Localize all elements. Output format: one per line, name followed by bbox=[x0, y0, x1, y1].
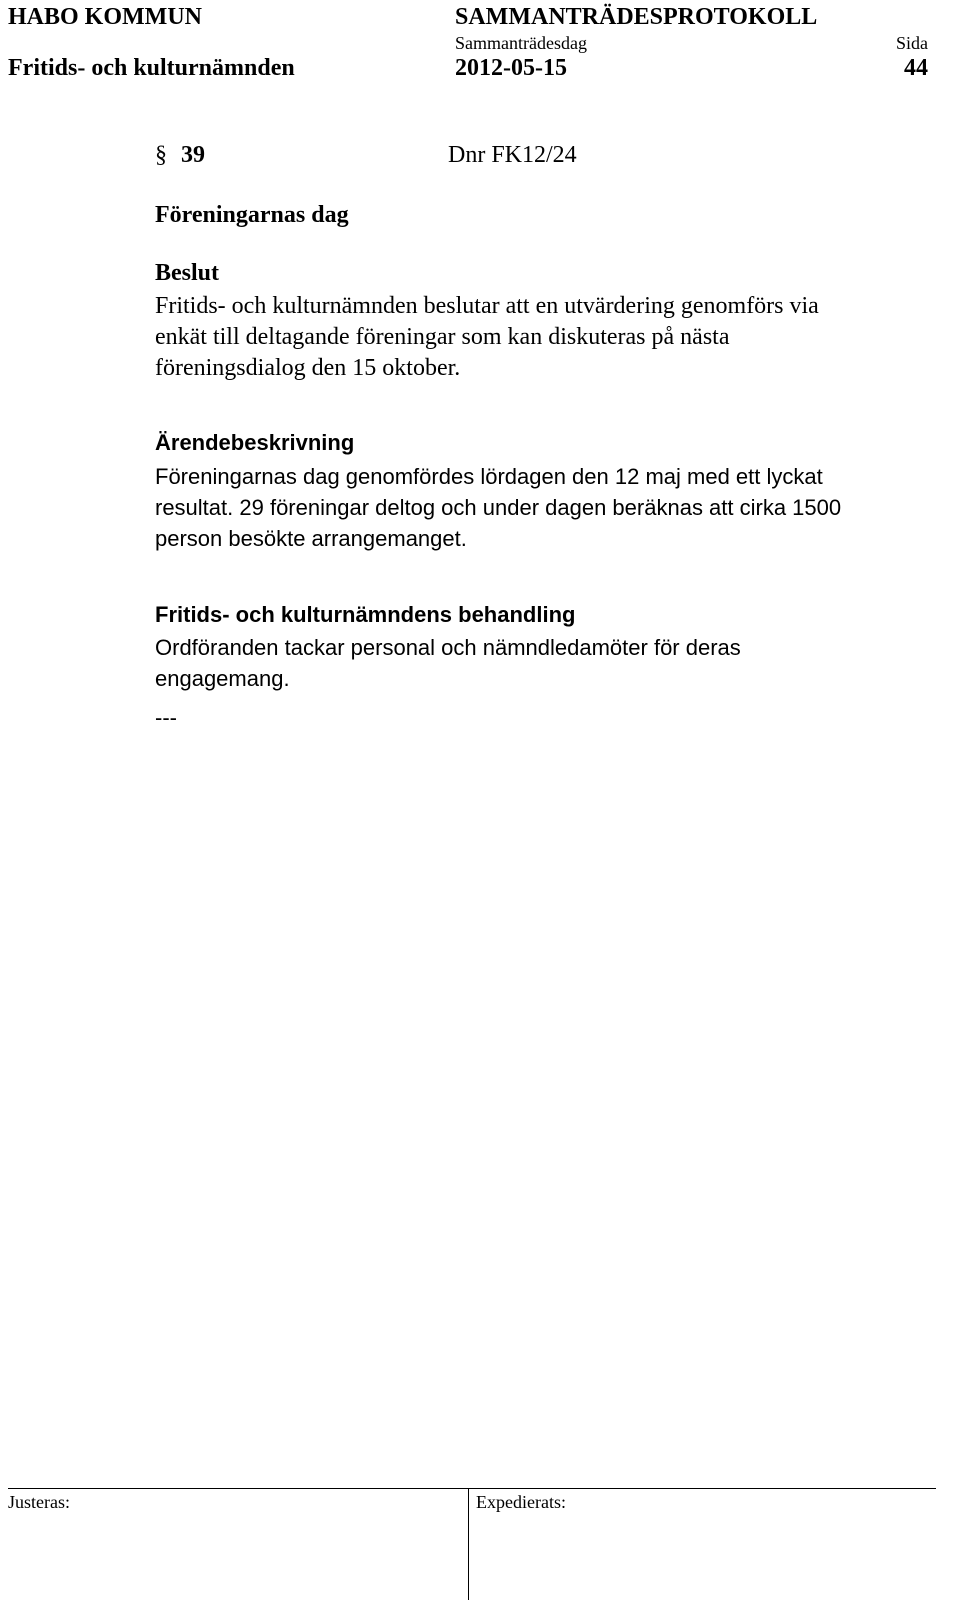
footer-column-divider bbox=[468, 1488, 469, 1600]
meeting-date: 2012-05-15 bbox=[455, 55, 567, 81]
decision-text bbox=[155, 291, 819, 384]
page-number: 44 bbox=[904, 55, 928, 81]
section-number: 39 bbox=[181, 142, 205, 168]
meeting-date-label: Sammanträdesdag bbox=[455, 33, 587, 53]
organization-name: HABO KOMMUN bbox=[8, 4, 202, 30]
decision-line: Fritids- och kulturnämnden beslutar att en utvärdering genomförs via bbox=[155, 293, 819, 319]
document-type: SAMMANTRÄDESPROTOKOLL bbox=[455, 4, 818, 30]
handling-line: Ordföranden tackar personal och nämndledamöter för deras bbox=[155, 635, 741, 660]
dispatched-label: Expedierats: bbox=[476, 1492, 566, 1512]
section-heading bbox=[155, 142, 205, 169]
adjusted-label: Justeras: bbox=[8, 1492, 70, 1512]
handling-text bbox=[155, 632, 741, 694]
page-label: Sida bbox=[895, 33, 928, 53]
decision-line: föreningsdialog den 15 oktober. bbox=[155, 355, 461, 381]
end-separator: --- bbox=[155, 705, 177, 730]
board-name: Fritids- och kulturnämnden bbox=[8, 55, 295, 81]
description-heading: Ärendebeskrivning bbox=[155, 430, 355, 455]
description-line: person besökte arrangemanget. bbox=[155, 526, 467, 551]
case-number: Dnr FK12/24 bbox=[448, 142, 577, 168]
decision-line: enkät till deltagande föreningar som kan diskuteras på nästa bbox=[155, 324, 730, 350]
description-line: Föreningarnas dag genomfördes lördagen den 12 maj med ett lyckat bbox=[155, 464, 823, 489]
decision-heading: Beslut bbox=[155, 260, 220, 286]
description-line: resultat. 29 föreningar deltog och under dagen beräknas att cirka 1500 bbox=[155, 495, 842, 520]
paragraph-symbol: § bbox=[155, 142, 167, 168]
handling-line: engagemang. bbox=[155, 666, 290, 691]
section-title: Föreningarnas dag bbox=[155, 202, 349, 228]
handling-heading: Fritids- och kulturnämndens behandling bbox=[155, 602, 576, 627]
description-text bbox=[155, 461, 841, 554]
footer-divider bbox=[8, 1488, 936, 1489]
